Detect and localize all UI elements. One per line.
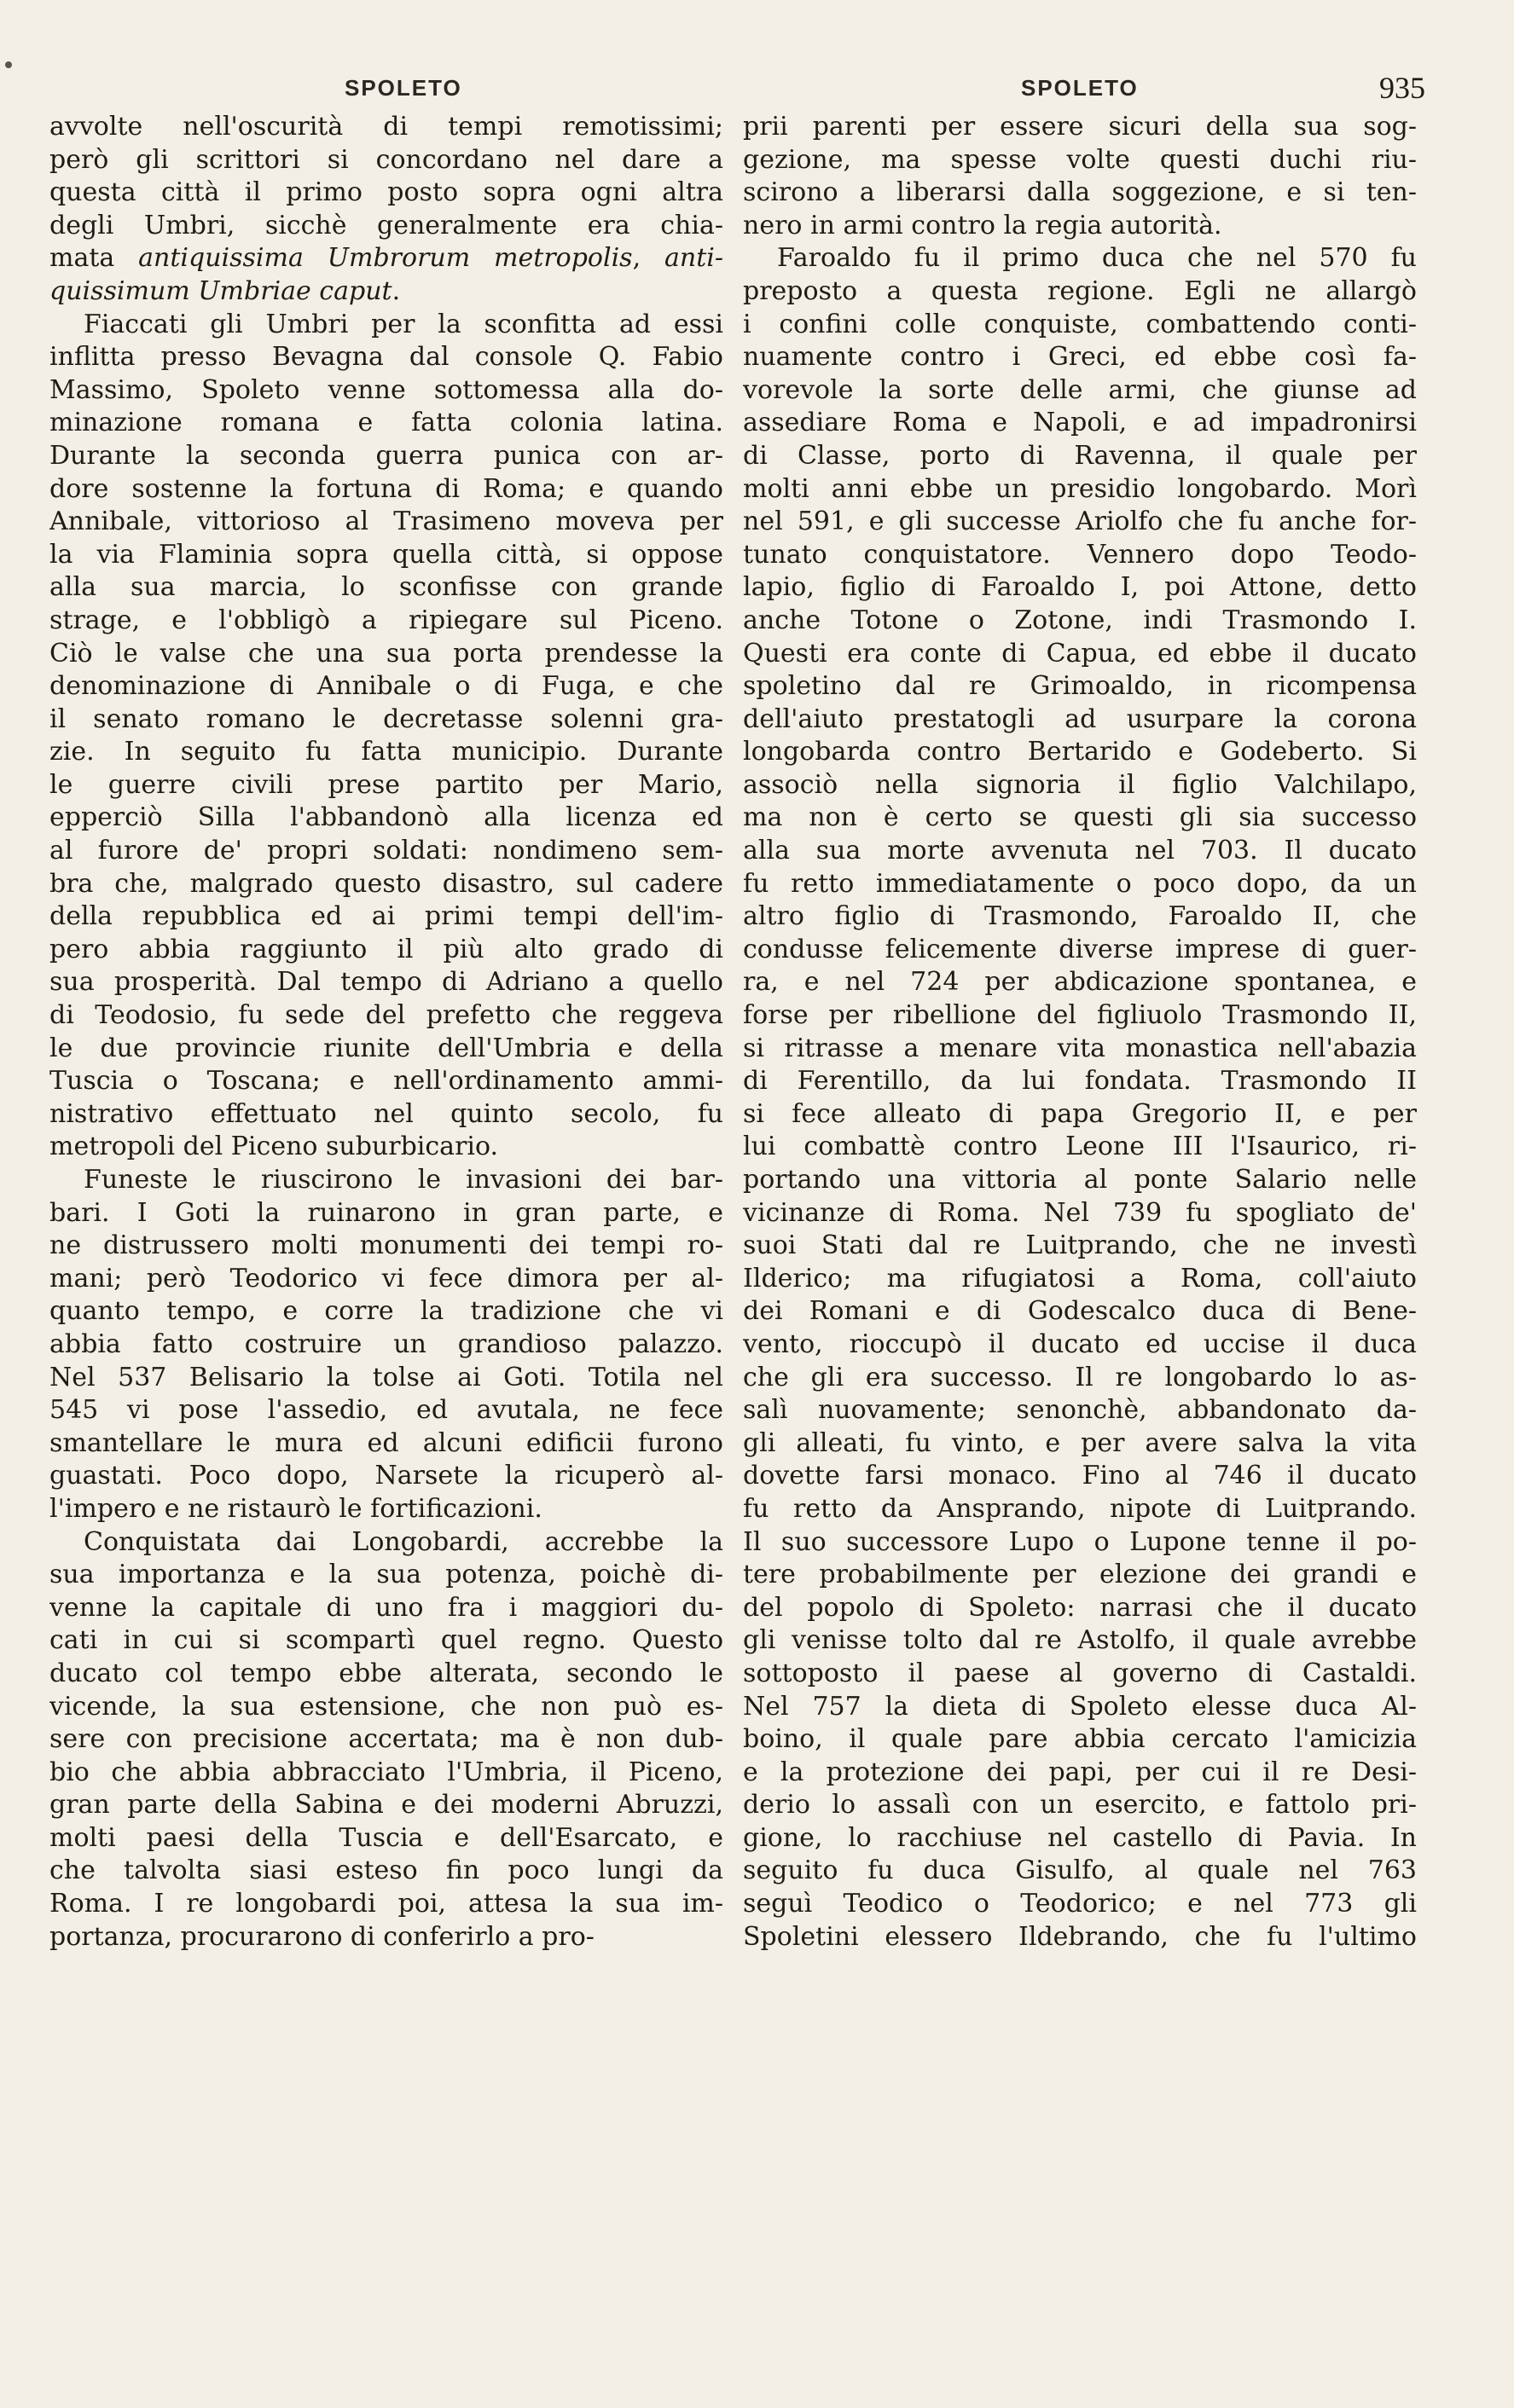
right-column-text (743, 111, 1417, 1954)
text-line: associò nella signoria il figlio Valchilapo, (743, 769, 1417, 800)
text-line: abbia fatto costruire un grandioso palazzo. (49, 1328, 723, 1359)
text-line: Ciò le valse che una sua porta prendesse la (49, 638, 723, 669)
text-line: fu retto da Ansprando, nipote di Luitprando. (743, 1493, 1417, 1524)
text-line: sere con precisione accertata; ma è non dub- (49, 1724, 723, 1755)
text-line: di Teodosio, fu sede del prefetto che reggeva (49, 1000, 723, 1031)
text-line: dore sostenne la fortuna di Roma; e quando (49, 473, 723, 504)
text-line: salì nuovamente; senonchè, abbandonato da- (743, 1395, 1417, 1426)
text-line: Nel 757 la dieta di Spoleto elesse duca Al- (743, 1691, 1417, 1722)
text-line: Il suo successore Lupo o Lupone tenne il po- (743, 1526, 1417, 1557)
text-line: Ilderico; ma rifugiatosi a Roma, coll'aiuto (743, 1263, 1417, 1294)
text-line: i confini colle conquiste, combattendo conti- (743, 309, 1417, 339)
text-line: ma non è certo se questi gli sia successo (743, 802, 1417, 833)
text-line: alla sua marcia, lo sconfisse con grande (49, 572, 723, 603)
text-line: venne la capitale di uno fra i maggiori du- (49, 1592, 723, 1623)
text-line: Spoletini elessero Ildebrando, che fu l'ultimo (743, 1921, 1417, 1952)
text-line: fu retto immediatamente o poco dopo, da un (743, 868, 1417, 899)
text-line: che gli era successo. Il re longobardo lo as- (743, 1362, 1417, 1392)
text-line: preposto a questa regione. Egli ne allargò (743, 275, 1417, 306)
text-line: lapio, figlio di Faroaldo I, poi Attone, detto (743, 572, 1417, 603)
text-line: la via Flaminia sopra quella città, si oppose (49, 539, 723, 570)
text-line: Durante la seconda guerra punica con ar- (49, 440, 723, 471)
text-line: il senato romano le decretasse solenni gra- (49, 703, 723, 734)
text-line: avvolte nell'oscurità di tempi remotissimi; (49, 112, 723, 142)
running-head-left: SPOLETO (345, 75, 462, 101)
text-line: smantellare le mura ed alcuni edificii furono (49, 1427, 723, 1458)
text-line: inflitta presso Bevagna dal console Q. Fabio (49, 342, 723, 373)
text-line: seguito fu duca Gisulfo, al quale nel 763 (743, 1855, 1417, 1886)
text-line: ne distrussero molti monumenti dei tempi ro- (49, 1230, 723, 1261)
text-line: Annibale, vittorioso al Trasimeno moveva per (49, 506, 723, 537)
text-line: derio lo assalì con un esercito, e fattolo pri- (743, 1790, 1417, 1820)
text-line: alla sua morte avvenuta nel 703. Il ducato (743, 836, 1417, 866)
text-line: sottoposto il paese al governo di Castaldi. (743, 1658, 1417, 1688)
text-line: vento, rioccupò il ducato ed uccise il duca (743, 1328, 1417, 1359)
text-line: gran parte della Sabina e dei moderni Abruzzi, (49, 1790, 723, 1820)
text-line: molti anni ebbe un presidio longobardo. Morì (743, 473, 1417, 504)
text-line: bio che abbia abbracciato l'Umbria, il Piceno, (49, 1757, 723, 1787)
text-line: cati in cui si scompartì quel regno. Questo (49, 1625, 723, 1656)
text-line: vicende, la sua estensione, che non può es- (49, 1691, 723, 1722)
text-line: Roma. I re longobardi poi, attesa la sua im- (49, 1889, 723, 1919)
text-line: della repubblica ed ai primi tempi dell'im- (49, 901, 723, 932)
text-line: sua prosperità. Dal tempo di Adriano a quello (49, 967, 723, 998)
text-line: vicinanze di Roma. Nel 739 fu spogliato de' (743, 1197, 1417, 1228)
text-line: che talvolta siasi esteso fin poco lungi da (49, 1855, 723, 1886)
text-line: gezione, ma spesse volte questi duchi riu- (743, 144, 1417, 175)
text-line: del popolo di Spoleto: narrasi che il ducato (743, 1592, 1417, 1623)
text-line: l'impero e ne ristaurò le fortificazioni. (49, 1493, 542, 1524)
text-line: condusse felicemente diverse imprese di guer- (743, 934, 1417, 964)
text-line: suoi Stati dal re Luitprando, che ne investì (743, 1230, 1417, 1261)
text-line: tere probabilmente per elezione dei grandi e (743, 1560, 1417, 1590)
text-line: dell'aiuto prestatogli ad usurpare la corona (743, 703, 1417, 734)
text-line: al furore de' propri soldati: nondimeno sem- (49, 836, 723, 866)
text-line: guastati. Poco dopo, Narsete la ricuperò al- (49, 1461, 723, 1491)
text-line: di Ferentillo, da lui fondata. Trasmondo II (743, 1066, 1417, 1097)
text-line: portando una vittoria al ponte Salario nelle (743, 1165, 1417, 1195)
text-line: dei Romani e di Godescalco duca di Bene- (743, 1296, 1417, 1327)
text-line: Questi era conte di Capua, ed ebbe il ducato (743, 638, 1417, 669)
text-line: assediare Roma e Napoli, e ad impadronirsi (743, 408, 1417, 438)
page-number: 935 (1379, 71, 1425, 105)
text-line: Fiaccati gli Umbri per la sconfitta ad essi (84, 309, 723, 339)
text-line: forse per ribellione del figliuolo Trasmondo II, (743, 1000, 1417, 1031)
text-line: pero abbia raggiunto il più alto grado di (49, 934, 723, 964)
text-line: bra che, malgrado questo disastro, sul cadere (49, 868, 723, 899)
text-line: mani; però Teodorico vi fece dimora per al- (49, 1263, 723, 1294)
text-line: metropoli del Piceno suburbicario. (49, 1132, 499, 1162)
text-line: nuamente contro i Greci, ed ebbe così fa- (743, 342, 1417, 373)
text-line: gione, lo racchiuse nel castello di Pavia. In (743, 1822, 1417, 1853)
text-line: altro figlio di Trasmondo, Faroaldo II, che (743, 901, 1417, 932)
text-line: nero in armi contro la regia autorità. (743, 210, 1222, 240)
text-line: Tuscia o Toscana; e nell'ordinamento ammi- (49, 1066, 723, 1097)
text-line: ducato col tempo ebbe alterata, secondo le (49, 1658, 723, 1688)
text-line: strage, e l'obbligò a ripiegare sul Piceno. (49, 605, 723, 635)
text-line: longobarda contro Bertarido e Godeberto. Si (743, 737, 1417, 767)
text-line: Faroaldo fu il primo duca che nel 570 fu (777, 243, 1417, 274)
text-line: epperciò Silla l'abbandonò alla licenza ed (49, 802, 723, 833)
running-head-right: SPOLETO (1021, 75, 1139, 101)
text-line: questa città il primo posto sopra ogni altra (49, 177, 723, 208)
text-line: e la protezione dei papi, per cui il re Desi- (743, 1757, 1417, 1787)
text-line: le guerre civili prese partito per Mario, (49, 769, 723, 800)
text-line: ra, e nel 724 per abdicazione spontanea, e (743, 967, 1417, 998)
text-line: anche Totone o Zotone, indi Trasmondo I. (743, 605, 1417, 635)
text-line: nel 591, e gli successe Ariolfo che fu anche for- (743, 506, 1417, 537)
text-line: degli Umbri, sicchè generalmente era chia- (49, 210, 723, 240)
text-line: nistrativo effettuato nel quinto secolo, fu (49, 1098, 723, 1129)
text-line: minazione romana e fatta colonia latina. (49, 408, 723, 438)
text-line: Conquistata dai Longobardi, accrebbe la (84, 1526, 723, 1557)
text-line: sua importanza e la sua potenza, poichè di- (49, 1560, 723, 1590)
text-line: si fece alleato di papa Gregorio II, e per (743, 1098, 1417, 1129)
text-line: quissimum Umbriae caput. (49, 275, 401, 306)
text-line: Nel 537 Belisario la tolse ai Goti. Totila nel (49, 1362, 723, 1392)
text-line: quanto tempo, e corre la tradizione che vi (49, 1296, 723, 1327)
text-line: lui combattè contro Leone III l'Isaurico, ri- (743, 1132, 1417, 1162)
text-line: gli venisse tolto dal re Astolfo, il quale avrebbe (743, 1625, 1417, 1656)
text-line: dovette farsi monaco. Fino al 746 il ducato (743, 1461, 1417, 1491)
text-line: boino, il quale pare abbia cercato l'amicizia (743, 1724, 1417, 1755)
margin-speck (5, 61, 12, 68)
text-line: Funeste le riuscirono le invasioni dei bar- (84, 1165, 723, 1195)
text-line: portanza, procurarono di conferirlo a pro- (49, 1921, 595, 1952)
text-line: gli alleati, fu vinto, e per avere salva la vita (743, 1427, 1417, 1458)
text-line: si ritrasse a menare vita monastica nell'abazia (743, 1033, 1417, 1063)
text-line: però gli scrittori si concordano nel dare a (49, 144, 723, 175)
text-line: molti paesi della Tuscia e dell'Esarcato, e (49, 1822, 723, 1853)
text-line: zie. In seguito fu fatta municipio. Durante (49, 737, 723, 767)
text-line: denominazione di Annibale o di Fuga, e che (49, 671, 723, 702)
text-line: le due provincie riunite dell'Umbria e della (49, 1033, 723, 1063)
text-line: spoletino dal re Grimoaldo, in ricompensa (743, 671, 1417, 702)
text-line: prii parenti per essere sicuri della sua sog- (743, 112, 1417, 142)
text-line: 545 vi pose l'assedio, ed avutala, ne fece (49, 1395, 723, 1426)
text-line: vorevole la sorte delle armi, che giunse ad (743, 374, 1417, 405)
text-line: mata antiquissima Umbrorum metropolis, anti- (49, 243, 723, 274)
text-line: scirono a liberarsi dalla soggezione, e si ten- (743, 177, 1417, 208)
text-line: seguì Teodico o Teodorico; e nel 773 gli (743, 1889, 1417, 1919)
text-line: di Classe, porto di Ravenna, il quale per (743, 440, 1417, 471)
text-line: Massimo, Spoleto venne sottomessa alla do- (49, 374, 723, 405)
text-line: bari. I Goti la ruinarono in gran parte, e (49, 1197, 723, 1228)
left-column-text (49, 111, 723, 1954)
text-line: tunato conquistatore. Vennero dopo Teodo- (743, 539, 1417, 570)
